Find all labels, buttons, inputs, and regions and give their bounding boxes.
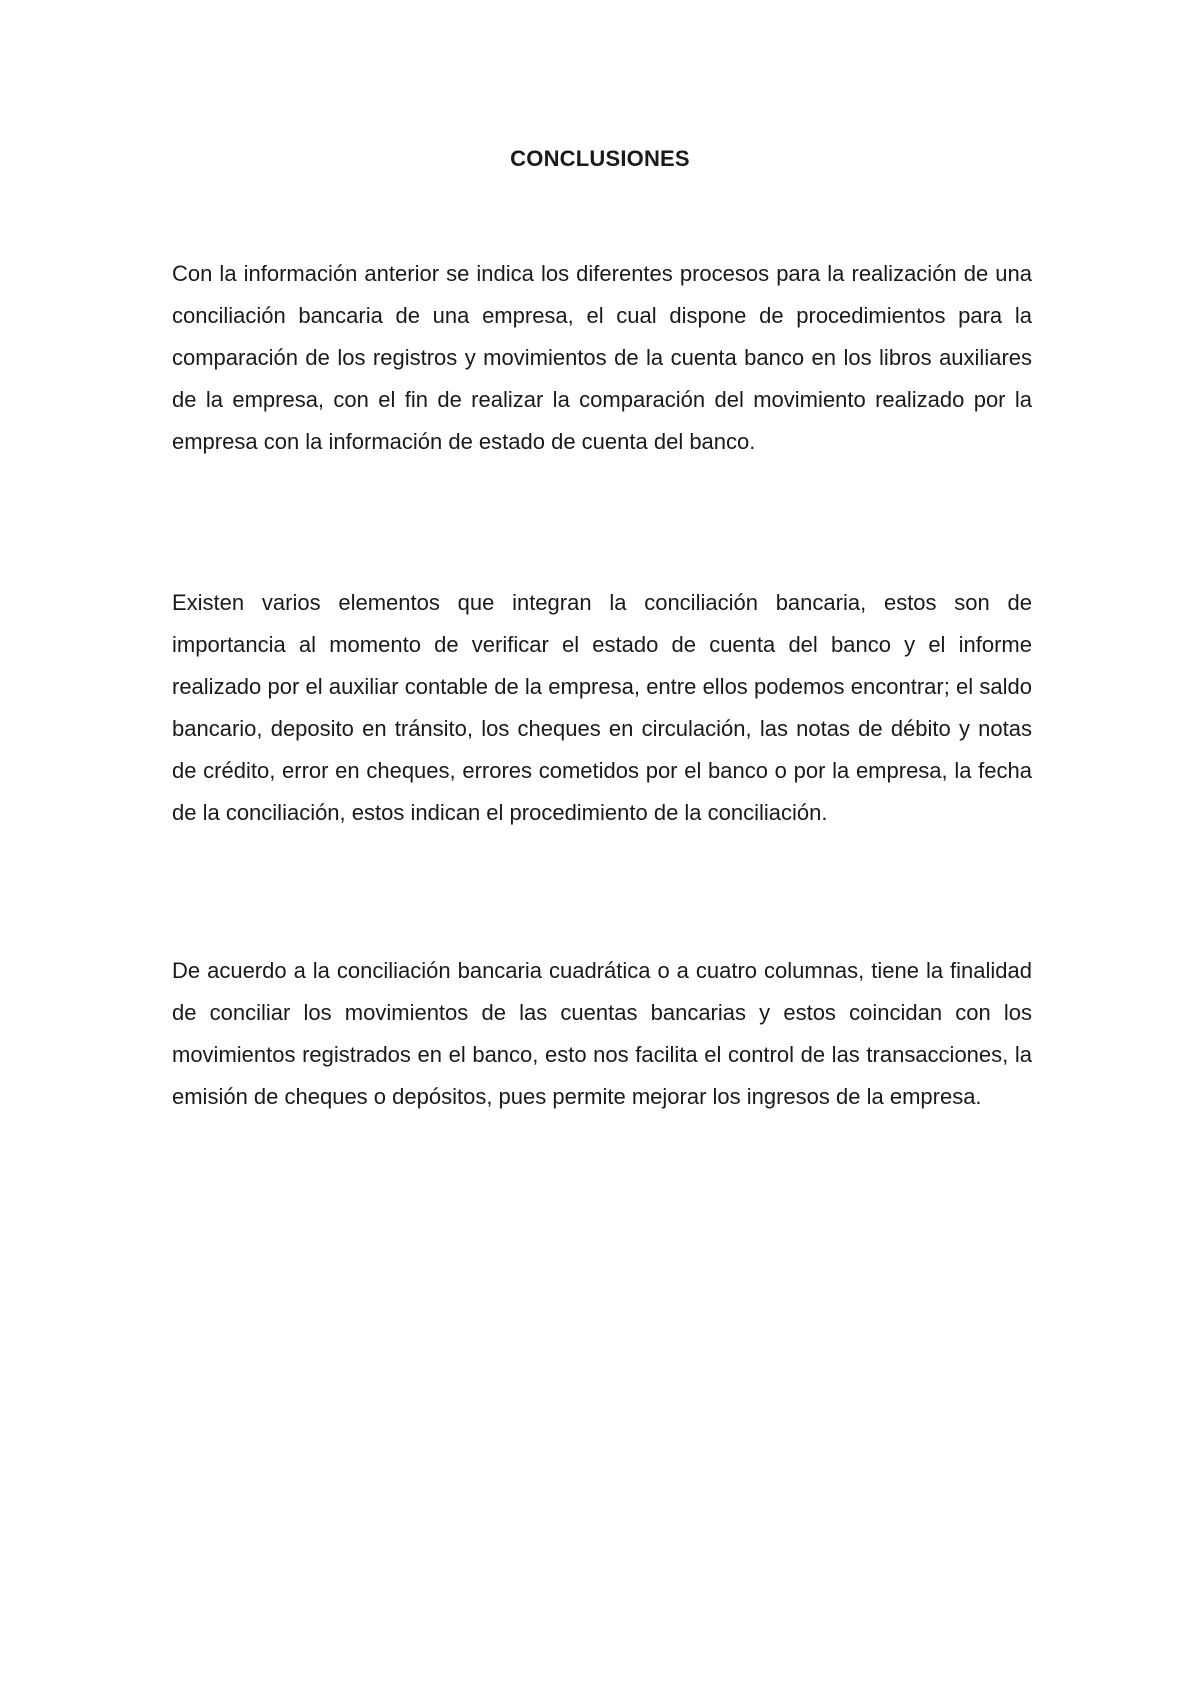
paragraph-1: Con la información anterior se indica los diferentes procesos para la realización de una conciliación bancaria de una empresa, el cual dispone de procedimientos para la comparación de los registros y movimientos de la cuenta banco en los libros auxiliares de la empresa, con el fin de realizar la comparación del movimiento realizado por la empresa con la información de estado de cuenta del banco.: [172, 261, 1032, 454]
paragraph-2: Existen varios elementos que integran la conciliación bancaria, estos son de importancia al momento de verificar el estado de cuenta del banco y el informe realizado por el auxiliar contable de la empresa, entre ellos podemos encontrar; el saldo bancario, deposito en tránsito, los cheques en circulación, las notas de débito y notas de crédito, error en cheques, errores cometidos por el banco o por la empresa, la fecha de la conciliación, estos indican el procedimiento de la conciliación.: [172, 590, 1032, 825]
page-title: CONCLUSIONES: [510, 146, 690, 171]
paragraph-3: De acuerdo a la conciliación bancaria cuadrática o a cuatro columnas, tiene la finalidad de conciliar los movimientos de las cuentas bancarias y estos coincidan con los movimientos registrados en el banco, esto nos facilita el control de las transacciones, la emisión de cheques o depósitos, pues permite mejorar los ingresos de la empresa.: [172, 958, 1032, 1109]
